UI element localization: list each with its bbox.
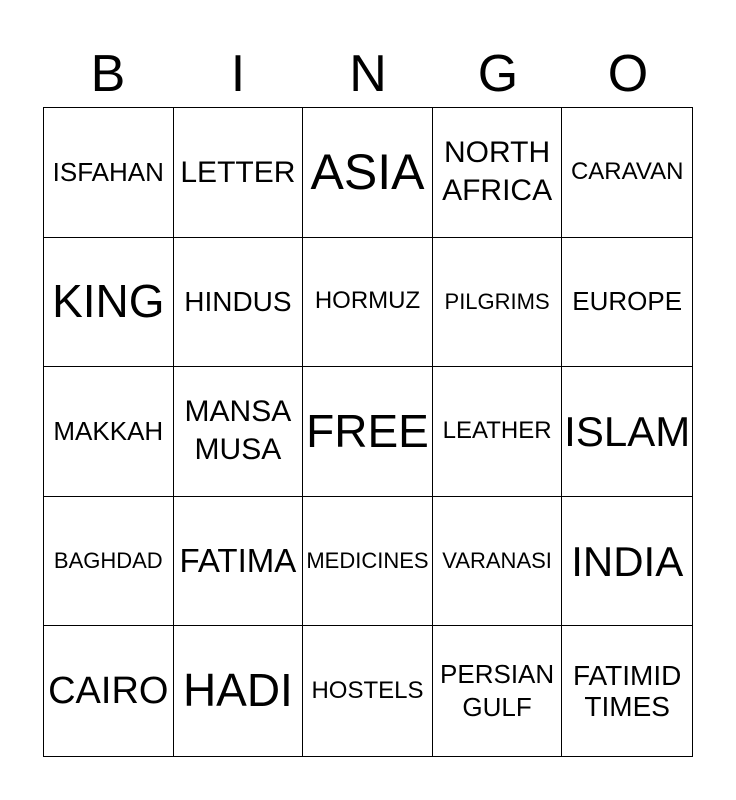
bingo-cell[interactable]: KING (44, 238, 174, 368)
bingo-cell[interactable]: FATIMA (174, 497, 304, 627)
bingo-cell[interactable]: INDIA (562, 497, 692, 627)
bingo-cell[interactable]: CARAVAN (562, 108, 692, 238)
bingo-header (43, 40, 693, 108)
bingo-cell[interactable]: MEDICINES (303, 497, 433, 627)
free-space-cell[interactable]: FREE (303, 367, 433, 497)
bingo-cell[interactable]: CAIRO (44, 626, 174, 756)
bingo-cell[interactable]: HORMUZ (303, 238, 433, 368)
bingo-cell[interactable]: FATIMID TIMES (573, 659, 682, 723)
header-letter-i: I (230, 45, 246, 103)
bingo-cell[interactable]: HOSTELS (303, 626, 433, 756)
bingo-cell[interactable]: BAGHDAD (44, 497, 174, 627)
bingo-cell[interactable]: HADI (174, 626, 304, 756)
header-letter-b: B (90, 45, 126, 103)
header-letter-o: O (607, 45, 649, 103)
bingo-cell[interactable]: PERSIAN GULF (433, 626, 563, 756)
bingo-cell[interactable]: MAKKAH (44, 367, 174, 497)
bingo-cell[interactable]: MANSA MUSA (174, 367, 304, 497)
bingo-cell[interactable]: ISLAM (562, 367, 692, 497)
bingo-cell[interactable]: EUROPE (562, 238, 692, 368)
bingo-cell[interactable]: LETTER (174, 108, 304, 238)
bingo-cell[interactable]: LEATHER (433, 367, 563, 497)
bingo-cell[interactable]: VARANASI (433, 497, 563, 627)
header-letter-n: N (349, 45, 387, 103)
bingo-cell[interactable]: PILGRIMS (433, 238, 563, 368)
bingo-grid (43, 107, 693, 757)
bingo-cell[interactable]: ISFAHAN (44, 108, 174, 238)
header-letter-g: G (477, 45, 519, 103)
bingo-cell[interactable]: ASIA (303, 108, 433, 238)
bingo-cell[interactable]: NORTH AFRICA (433, 108, 563, 238)
bingo-cell[interactable]: HINDUS (174, 238, 304, 368)
